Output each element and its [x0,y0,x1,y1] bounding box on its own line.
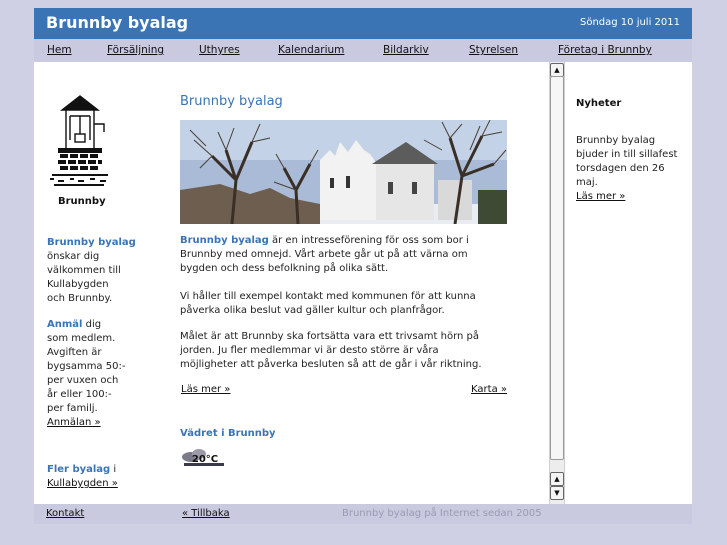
news-line: maj. [576,177,598,188]
scroll-down-button[interactable] [550,486,564,500]
intro-line: och Brunnby. [47,293,113,304]
paragraph-line: Brunnby med omnejd. Vårt arbete går ut på att värna om [180,249,468,260]
news-line: bjuder in till sillafest [576,149,678,160]
content-area [34,62,692,504]
weather-icon[interactable] [180,446,226,472]
member-line: som medlem. [47,333,116,344]
news-read-more-link[interactable]: Läs mer » [576,191,626,202]
intro-highlight: Brunnby byalag [47,237,136,248]
paragraph-line: bygden och dess befolkning på olika sätt. [180,263,389,274]
paragraph-line: Vi håller till exempel kontakt med kommunen för att kunna [180,291,476,302]
site-footer [34,504,692,524]
intro-text [47,236,162,306]
news-line: Brunnby byalag [576,135,656,146]
member-line: år eller 100:- [47,389,112,400]
member-line: Avgiften är [47,347,102,358]
nav-item-forsaljning[interactable]: Försäljning [107,44,165,56]
intro-line: önskar dig [47,251,100,262]
page-title: Brunnby byalag [180,94,283,109]
paragraph-line: jorden. Ju fler medlemmar vi är desto större är våra [180,345,439,356]
news-line: torsdagen den 26 [576,163,665,174]
news-item [576,134,688,204]
nav-item-bildarkiv[interactable]: Bildarkiv [383,44,429,56]
logo-caption: Brunnby [58,196,106,207]
intro-line: Kullabygden [47,279,109,290]
arrow-up-icon: ▲ [554,475,560,483]
scroll-up-button[interactable] [550,63,564,77]
page-frame [34,8,692,524]
arrow-up-icon: ▲ [554,66,560,74]
more-byalag-highlight[interactable]: Fler byalag [47,464,111,475]
church-photo [180,120,507,224]
paragraph-line: är en intresseförening för oss som bor i [268,235,469,246]
nav-item-foretag[interactable]: Företag i Brunnby [558,44,652,56]
news-title: Nyheter [576,98,622,109]
paragraph-line: påverka olika beslut vad gäller kultur och planfrågor. [180,305,445,316]
weather-title: Vädret i Brunnby [180,428,276,439]
goal-paragraph [180,330,507,372]
scroll-up-button-lower[interactable] [550,472,564,486]
copyright-text: Brunnby byalag på Internet sedan 2005 [342,508,542,519]
membership-text [47,318,162,430]
contact-paragraph [180,290,507,318]
nav-item-uthyres[interactable]: Uthyres [199,44,240,56]
paragraph-line: Målet är att Brunnby ska fortsätta vara ett trivsamt hörn på [180,331,479,342]
more-byalag-after: i [110,464,117,475]
weather-temperature: 20°C [191,454,219,465]
main-column [180,62,507,504]
member-line: bygsamma 50:- [47,361,126,372]
member-line: per familj. [47,403,98,414]
member-line: per vuxen och [47,375,119,386]
intro-line: välkommen till [47,265,121,276]
nav-item-styrelsen[interactable]: Styrelsen [469,44,519,56]
back-link[interactable]: « Tillbaka [182,508,230,519]
scroll-thumb[interactable] [550,76,564,460]
read-more-link[interactable]: Läs mer » [181,384,231,395]
date-label: Söndag 10 juli 2011 [579,17,680,28]
site-header [34,8,692,39]
paragraph-line: möjligheter att påverka besluten så att de går i vår riktning. [180,359,482,370]
nav-item-kalendarium[interactable]: Kalendarium [278,44,345,56]
arrow-down-icon: ▼ [554,489,560,497]
kullabygden-link[interactable]: Kullabygden » [47,478,118,489]
more-byalag-text [47,463,162,491]
intro-paragraph [180,234,507,276]
main-navigation [34,39,692,62]
site-title: Brunnby byalag [46,13,189,32]
member-first: dig [82,319,102,330]
left-sidebar [34,62,164,504]
content-scrollbar[interactable] [549,62,565,504]
member-highlight[interactable]: Anmäl [47,319,83,330]
map-link[interactable]: Karta » [471,384,507,395]
contact-link[interactable]: Kontakt [46,508,85,519]
right-sidebar [576,62,688,504]
nav-item-hem[interactable]: Hem [47,44,72,56]
intro-paragraph-highlight: Brunnby byalag [180,235,269,246]
signup-link[interactable]: Anmälan » [47,417,101,428]
well-logo-icon [48,94,112,190]
